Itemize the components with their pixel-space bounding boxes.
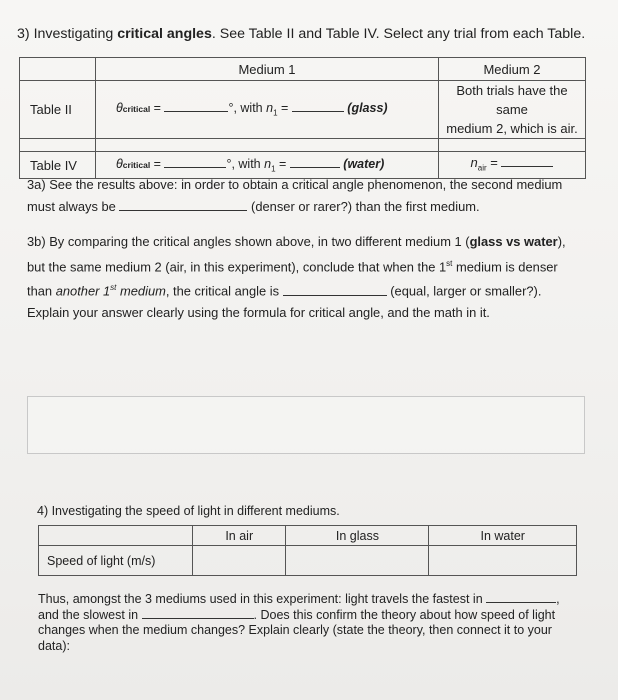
header-in-glass: In glass [286, 526, 429, 546]
critical-angle-water-input[interactable] [164, 166, 226, 168]
speed-table-header-row [39, 526, 577, 546]
speed-glass-cell[interactable] [286, 546, 429, 576]
speed-of-light-table [38, 525, 577, 576]
critical-angle-glass-input[interactable] [164, 110, 228, 112]
header-in-water: In water [429, 526, 577, 546]
equal-larger-smaller-input[interactable] [283, 294, 387, 296]
question-3b: 3b) By comparing the critical angles shown above, in two different medium 1 (glass vs water), but the same medium 2 (air, in this experiment), conclude that when the 1st medium is denser than another 1st medium, the critical angle is (equal, larger or smaller?). Explain your answer clearly using the formula for critical angle, and the math in it. [27, 234, 566, 321]
speed-water-cell[interactable] [429, 546, 577, 576]
table-spacer-row [20, 139, 586, 152]
speed-air-cell[interactable] [193, 546, 286, 576]
question-3-heading: 3) Investigating critical angles. See Table II and Table IV. Select any trial from each Table. [17, 26, 586, 42]
question-4-heading: 4) Investigating the speed of light in different mediums. [37, 504, 340, 518]
n-air-input[interactable] [501, 165, 553, 167]
header-medium-2: Medium 2 [439, 58, 586, 81]
denser-rarer-input[interactable] [119, 209, 247, 211]
question-3b-answer-area[interactable] [27, 396, 585, 454]
conclusion-paragraph: Thus, amongst the 3 mediums used in this experiment: light travels the fastest in , and the slowest in . Does this confirm the theory about how speed of light changes when the medium changes? Explain clearly (state the theory, then connect it to your data): [38, 592, 560, 653]
speed-row-label: Speed of light (m/s) [39, 546, 193, 576]
speed-table-row [39, 546, 577, 576]
table-header-row [20, 58, 586, 81]
header-medium-1: Medium 1 [96, 58, 439, 81]
n1-glass-input[interactable] [292, 110, 344, 112]
row-label-table-iv: Table IV [20, 152, 96, 179]
critical-angle-table [19, 57, 586, 179]
slowest-medium-input[interactable] [142, 617, 254, 619]
medium-2-note-cell: Both trials have the same medium 2, which is air. [439, 81, 586, 139]
question-3a: 3a) See the results above: in order to obtain a critical angle phenomenon, the second medium must always be (denser or rarer?) than the first medium. [27, 177, 563, 214]
header-in-air: In air [193, 526, 286, 546]
fastest-medium-input[interactable] [486, 601, 556, 603]
row-label-table-ii: Table II [20, 81, 96, 139]
table-iv-medium-1-cell: θcritical = °, with $n_1$ = (water) [96, 152, 439, 179]
table-row-table-ii [20, 81, 586, 139]
table-ii-medium-1-cell: θcritical = °, with $n_1$ = (glass) [96, 81, 439, 139]
table-iv-medium-2-cell: $n_{air}$ = [439, 152, 586, 179]
n1-water-input[interactable] [290, 166, 340, 168]
